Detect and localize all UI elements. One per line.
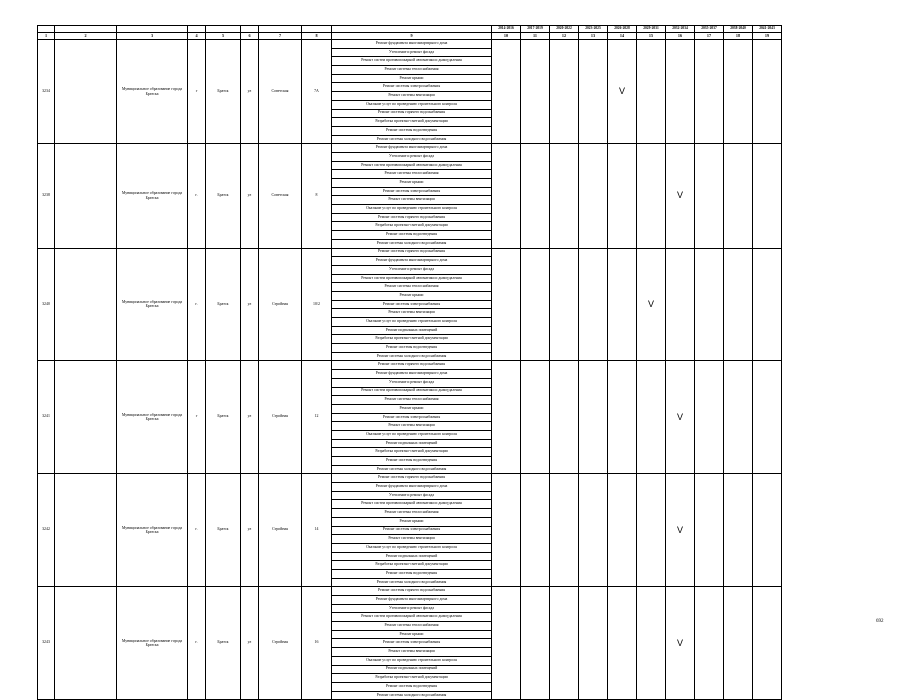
work-item-cell: Разработка проектно-сметной документации: [332, 118, 492, 127]
work-item-cell: Ремонт системы холодного водоснабжения: [332, 465, 492, 474]
work-item-cell: Ремонт системы горячего водоснабжения: [332, 587, 492, 596]
street-cell: Стройная: [259, 587, 302, 700]
street-cell: Советская: [259, 144, 302, 248]
work-item-cell: Утепление и ремонт фасада: [332, 152, 492, 161]
organization-cell: Муниципальное образование города Братска: [117, 474, 188, 587]
work-item-cell: Ремонт системы горячего водоснабжения: [332, 248, 492, 257]
city-type-cell: г: [188, 361, 206, 474]
city-type-cell: г: [188, 40, 206, 144]
work-item-cell: Ремонт систем противопожарной автоматики и дымоудаления: [332, 613, 492, 622]
work-item-cell: Ремонт системы вентиляции: [332, 196, 492, 205]
house-number-cell: 10/2: [302, 248, 332, 361]
column-number-cell: 15: [637, 33, 666, 40]
column-number-cell: 19: [753, 33, 782, 40]
period-cell: [695, 361, 724, 474]
period-cell: [753, 144, 782, 248]
house-number-cell: 7А: [302, 40, 332, 144]
period-cell: [666, 248, 695, 361]
street-cell: Стройная: [259, 474, 302, 587]
work-item-cell: Ремонт систем противопожарной автоматики и дымоудаления: [332, 274, 492, 283]
work-item-cell: Разработка проектно-сметной документации: [332, 561, 492, 570]
table-row: [38, 474, 782, 483]
blank-cell: [55, 361, 117, 474]
work-item-cell: Ремонт системы теплоснабжения: [332, 170, 492, 179]
work-item-cell: Утепление и ремонт фасада: [332, 491, 492, 500]
period-header-cell: [206, 26, 241, 33]
city-type-cell: г.: [188, 248, 206, 361]
period-cell: [492, 474, 521, 587]
period-cell: [695, 587, 724, 700]
street-type-cell: ул: [241, 248, 259, 361]
work-item-cell: Оказание услуг по проведению строительного контроля: [332, 318, 492, 327]
column-number-cell: 2: [55, 33, 117, 40]
city-cell: Братск: [206, 474, 241, 587]
work-item-cell: Ремонт системы вентиляции: [332, 648, 492, 657]
record-id-cell: 3234: [38, 40, 55, 144]
table-row: [38, 144, 782, 153]
house-number-cell: 12: [302, 361, 332, 474]
period-cell: [695, 248, 724, 361]
work-item-cell: Ремонт подвальных помещений: [332, 552, 492, 561]
work-item-cell: Разработка проектно-сметной документации: [332, 674, 492, 683]
work-item-cell: Ремонт системы холодного водоснабжения: [332, 239, 492, 248]
page-number: 692: [876, 619, 884, 624]
column-number-cell: 7: [259, 33, 302, 40]
street-cell: Стройная: [259, 361, 302, 474]
street-cell: Стройная: [259, 248, 302, 361]
period-header-cell: 2038-2040: [724, 26, 753, 33]
period-header-row: [38, 26, 782, 33]
column-number-cell: 5: [206, 33, 241, 40]
work-item-cell: Ремонт подвальных помещений: [332, 326, 492, 335]
column-number-cell: 1: [38, 33, 55, 40]
period-header-cell: 2032-2034: [666, 26, 695, 33]
work-item-cell: Ремонт крыши: [332, 179, 492, 188]
period-cell: [492, 248, 521, 361]
work-item-cell: Ремонт систем противопожарной автоматики и дымоудаления: [332, 387, 492, 396]
work-item-cell: Ремонт системы водоотведения: [332, 344, 492, 353]
work-item-cell: Ремонт системы вентиляции: [332, 92, 492, 101]
period-cell: [550, 40, 579, 144]
work-item-cell: Ремонт системы электроснабжения: [332, 187, 492, 196]
record-id-cell: 3242: [38, 474, 55, 587]
period-cell: [579, 248, 608, 361]
period-cell: [724, 40, 753, 144]
period-cell: [608, 587, 637, 700]
period-cell: [608, 144, 637, 248]
check-mark-cell: V: [666, 361, 695, 474]
house-number-cell: 16: [302, 587, 332, 700]
work-item-cell: Ремонт системы вентиляции: [332, 422, 492, 431]
blank-cell: [55, 144, 117, 248]
repair-schedule-table: [37, 25, 782, 700]
period-cell: [637, 361, 666, 474]
check-mark-cell: V: [666, 474, 695, 587]
period-cell: [521, 248, 550, 361]
work-item-cell: Ремонт системы холодного водоснабжения: [332, 691, 492, 700]
work-item-cell: Оказание услуг по проведению строительного контроля: [332, 656, 492, 665]
work-item-cell: Утепление и ремонт фасада: [332, 604, 492, 613]
work-item-cell: Утепление и ремонт фасада: [332, 48, 492, 57]
work-item-cell: Ремонт системы горячего водоснабжения: [332, 474, 492, 483]
period-cell: [724, 361, 753, 474]
period-cell: [753, 474, 782, 587]
table-row: [38, 361, 782, 370]
work-item-cell: Ремонт систем противопожарной автоматики и дымоудаления: [332, 500, 492, 509]
period-cell: [550, 361, 579, 474]
period-cell: [666, 40, 695, 144]
city-type-cell: г.: [188, 587, 206, 700]
record-id-cell: 3241: [38, 361, 55, 474]
work-item-cell: Ремонт системы вентиляции: [332, 535, 492, 544]
check-mark-cell: V: [637, 248, 666, 361]
work-item-cell: Ремонт системы электроснабжения: [332, 639, 492, 648]
period-cell: [521, 361, 550, 474]
table-row: [38, 40, 782, 49]
period-cell: [492, 40, 521, 144]
column-number-cell: 8: [302, 33, 332, 40]
work-item-cell: Разработка проектно-сметной документации: [332, 448, 492, 457]
work-item-cell: Ремонт фундамента многоквартирного дома: [332, 483, 492, 492]
work-item-cell: Разработка проектно-сметной документации: [332, 335, 492, 344]
period-cell: [695, 474, 724, 587]
blank-cell: [55, 587, 117, 700]
period-header-cell: [117, 26, 188, 33]
check-mark-cell: V: [666, 144, 695, 248]
column-number-cell: 18: [724, 33, 753, 40]
column-number-cell: 4: [188, 33, 206, 40]
period-header-cell: [259, 26, 302, 33]
period-cell: [521, 40, 550, 144]
work-item-cell: Ремонт фундамента многоквартирного дома: [332, 40, 492, 49]
work-item-cell: Ремонт системы теплоснабжения: [332, 66, 492, 75]
period-cell: [579, 144, 608, 248]
column-number-row: [38, 33, 782, 40]
period-cell: [608, 474, 637, 587]
table-row: [38, 248, 782, 257]
street-type-cell: ул: [241, 144, 259, 248]
work-item-cell: Ремонт системы холодного водоснабжения: [332, 135, 492, 144]
work-item-cell: Оказание услуг по проведению строительного контроля: [332, 100, 492, 109]
period-cell: [753, 40, 782, 144]
period-cell: [492, 144, 521, 248]
period-cell: [550, 248, 579, 361]
city-type-cell: г.: [188, 474, 206, 587]
period-header-cell: 2023-2025: [579, 26, 608, 33]
street-cell: Советская: [259, 40, 302, 144]
table-row: [38, 587, 782, 596]
period-cell: [753, 361, 782, 474]
work-item-cell: Ремонт системы теплоснабжения: [332, 283, 492, 292]
work-item-cell: Ремонт системы электроснабжения: [332, 526, 492, 535]
work-item-cell: Ремонт крыши: [332, 291, 492, 300]
period-cell: [753, 248, 782, 361]
period-header-cell: [241, 26, 259, 33]
blank-cell: [55, 474, 117, 587]
work-item-cell: Ремонт системы водоотведения: [332, 569, 492, 578]
period-cell: [550, 474, 579, 587]
city-cell: Братск: [206, 40, 241, 144]
street-type-cell: ул: [241, 587, 259, 700]
house-number-cell: 14: [302, 474, 332, 587]
work-item-cell: Ремонт крыши: [332, 517, 492, 526]
column-number-cell: 16: [666, 33, 695, 40]
work-item-cell: Ремонт системы электроснабжения: [332, 300, 492, 309]
street-type-cell: ул: [241, 40, 259, 144]
work-item-cell: Оказание услуг по проведению строительного контроля: [332, 205, 492, 214]
period-header-cell: [302, 26, 332, 33]
period-cell: [579, 361, 608, 474]
period-cell: [579, 587, 608, 700]
work-item-cell: Ремонт подвальных помещений: [332, 439, 492, 448]
period-header-cell: 2029-2031: [637, 26, 666, 33]
period-cell: [550, 587, 579, 700]
period-cell: [608, 248, 637, 361]
work-item-cell: Оказание услуг по проведению строительного контроля: [332, 430, 492, 439]
column-number-cell: 17: [695, 33, 724, 40]
work-item-cell: Ремонт фундамента многоквартирного дома: [332, 144, 492, 153]
work-item-cell: Ремонт системы водоотведения: [332, 457, 492, 466]
city-cell: Братск: [206, 248, 241, 361]
period-header-cell: 2014-2016: [492, 26, 521, 33]
period-cell: [637, 144, 666, 248]
work-item-cell: Ремонт фундамента многоквартирного дома: [332, 257, 492, 266]
work-item-cell: Ремонт системы электроснабжения: [332, 83, 492, 92]
period-cell: [492, 361, 521, 474]
work-item-cell: Ремонт крыши: [332, 630, 492, 639]
period-cell: [724, 474, 753, 587]
work-item-cell: Ремонт системы горячего водоснабжения: [332, 213, 492, 222]
work-item-cell: Ремонт системы теплоснабжения: [332, 622, 492, 631]
period-header-cell: 2041-2043: [753, 26, 782, 33]
column-number-cell: 11: [521, 33, 550, 40]
work-item-cell: Ремонт крыши: [332, 404, 492, 413]
period-cell: [550, 144, 579, 248]
work-item-cell: Ремонт системы холодного водоснабжения: [332, 578, 492, 587]
period-header-cell: 2035-2037: [695, 26, 724, 33]
period-cell: [579, 40, 608, 144]
organization-cell: Муниципальное образование города Братска: [117, 40, 188, 144]
work-item-cell: Ремонт системы теплоснабжения: [332, 509, 492, 518]
period-header-cell: [38, 26, 55, 33]
organization-cell: Муниципальное образование города Братска: [117, 144, 188, 248]
work-item-cell: Ремонт систем противопожарной автоматики и дымоудаления: [332, 57, 492, 66]
work-item-cell: Ремонт системы горячего водоснабжения: [332, 361, 492, 370]
work-item-cell: Ремонт подвальных помещений: [332, 665, 492, 674]
work-item-cell: Ремонт фундамента многоквартирного дома: [332, 596, 492, 605]
period-cell: [724, 248, 753, 361]
work-item-cell: Утепление и ремонт фасада: [332, 265, 492, 274]
period-cell: [492, 587, 521, 700]
city-type-cell: г.: [188, 144, 206, 248]
period-cell: [637, 474, 666, 587]
work-item-cell: Ремонт системы горячего водоснабжения: [332, 109, 492, 118]
column-number-cell: 13: [579, 33, 608, 40]
work-item-cell: Ремонт системы теплоснабжения: [332, 396, 492, 405]
period-cell: [695, 144, 724, 248]
blank-cell: [55, 40, 117, 144]
column-number-cell: 12: [550, 33, 579, 40]
work-item-cell: Утепление и ремонт фасада: [332, 378, 492, 387]
work-item-cell: Ремонт системы холодного водоснабжения: [332, 352, 492, 361]
record-id-cell: 3238: [38, 144, 55, 248]
column-number-cell: 3: [117, 33, 188, 40]
record-id-cell: 3240: [38, 248, 55, 361]
period-cell: [608, 361, 637, 474]
work-item-cell: Разработка проектно-сметной документации: [332, 222, 492, 231]
period-cell: [579, 474, 608, 587]
column-number-cell: 10: [492, 33, 521, 40]
blank-cell: [55, 248, 117, 361]
period-header-cell: [55, 26, 117, 33]
check-mark-cell: V: [666, 587, 695, 700]
period-cell: [521, 474, 550, 587]
period-cell: [637, 40, 666, 144]
work-item-cell: Ремонт системы водоотведения: [332, 126, 492, 135]
period-header-cell: 2017-2019: [521, 26, 550, 33]
work-item-cell: Ремонт системы вентиляции: [332, 309, 492, 318]
period-header-cell: [188, 26, 206, 33]
check-mark-cell: V: [608, 40, 637, 144]
period-cell: [637, 587, 666, 700]
period-cell: [753, 587, 782, 700]
street-type-cell: ул: [241, 474, 259, 587]
work-item-cell: Оказание услуг по проведению строительного контроля: [332, 543, 492, 552]
period-cell: [521, 587, 550, 700]
organization-cell: Муниципальное образование города Братска: [117, 361, 188, 474]
period-cell: [724, 587, 753, 700]
period-cell: [724, 144, 753, 248]
work-item-cell: Ремонт системы водоотведения: [332, 231, 492, 240]
period-header-cell: 2026-2028: [608, 26, 637, 33]
work-item-cell: Ремонт крыши: [332, 74, 492, 83]
city-cell: Братск: [206, 361, 241, 474]
organization-cell: Муниципальное образование города Братска: [117, 587, 188, 700]
city-cell: Братск: [206, 144, 241, 248]
organization-cell: Муниципальное образование города Братска: [117, 248, 188, 361]
period-header-cell: 2020-2022: [550, 26, 579, 33]
street-type-cell: ул: [241, 361, 259, 474]
column-number-cell: 14: [608, 33, 637, 40]
period-cell: [695, 40, 724, 144]
house-number-cell: 8: [302, 144, 332, 248]
column-number-cell: 9: [332, 33, 492, 40]
city-cell: Братск: [206, 587, 241, 700]
period-cell: [521, 144, 550, 248]
work-item-cell: Ремонт фундамента многоквартирного дома: [332, 370, 492, 379]
table-body: [38, 26, 782, 700]
column-number-cell: 6: [241, 33, 259, 40]
work-item-cell: Ремонт систем противопожарной автоматики и дымоудаления: [332, 161, 492, 170]
period-header-cell: [332, 26, 492, 33]
work-item-cell: Ремонт системы электроснабжения: [332, 413, 492, 422]
work-item-cell: Ремонт системы водоотведения: [332, 682, 492, 691]
record-id-cell: 3243: [38, 587, 55, 700]
